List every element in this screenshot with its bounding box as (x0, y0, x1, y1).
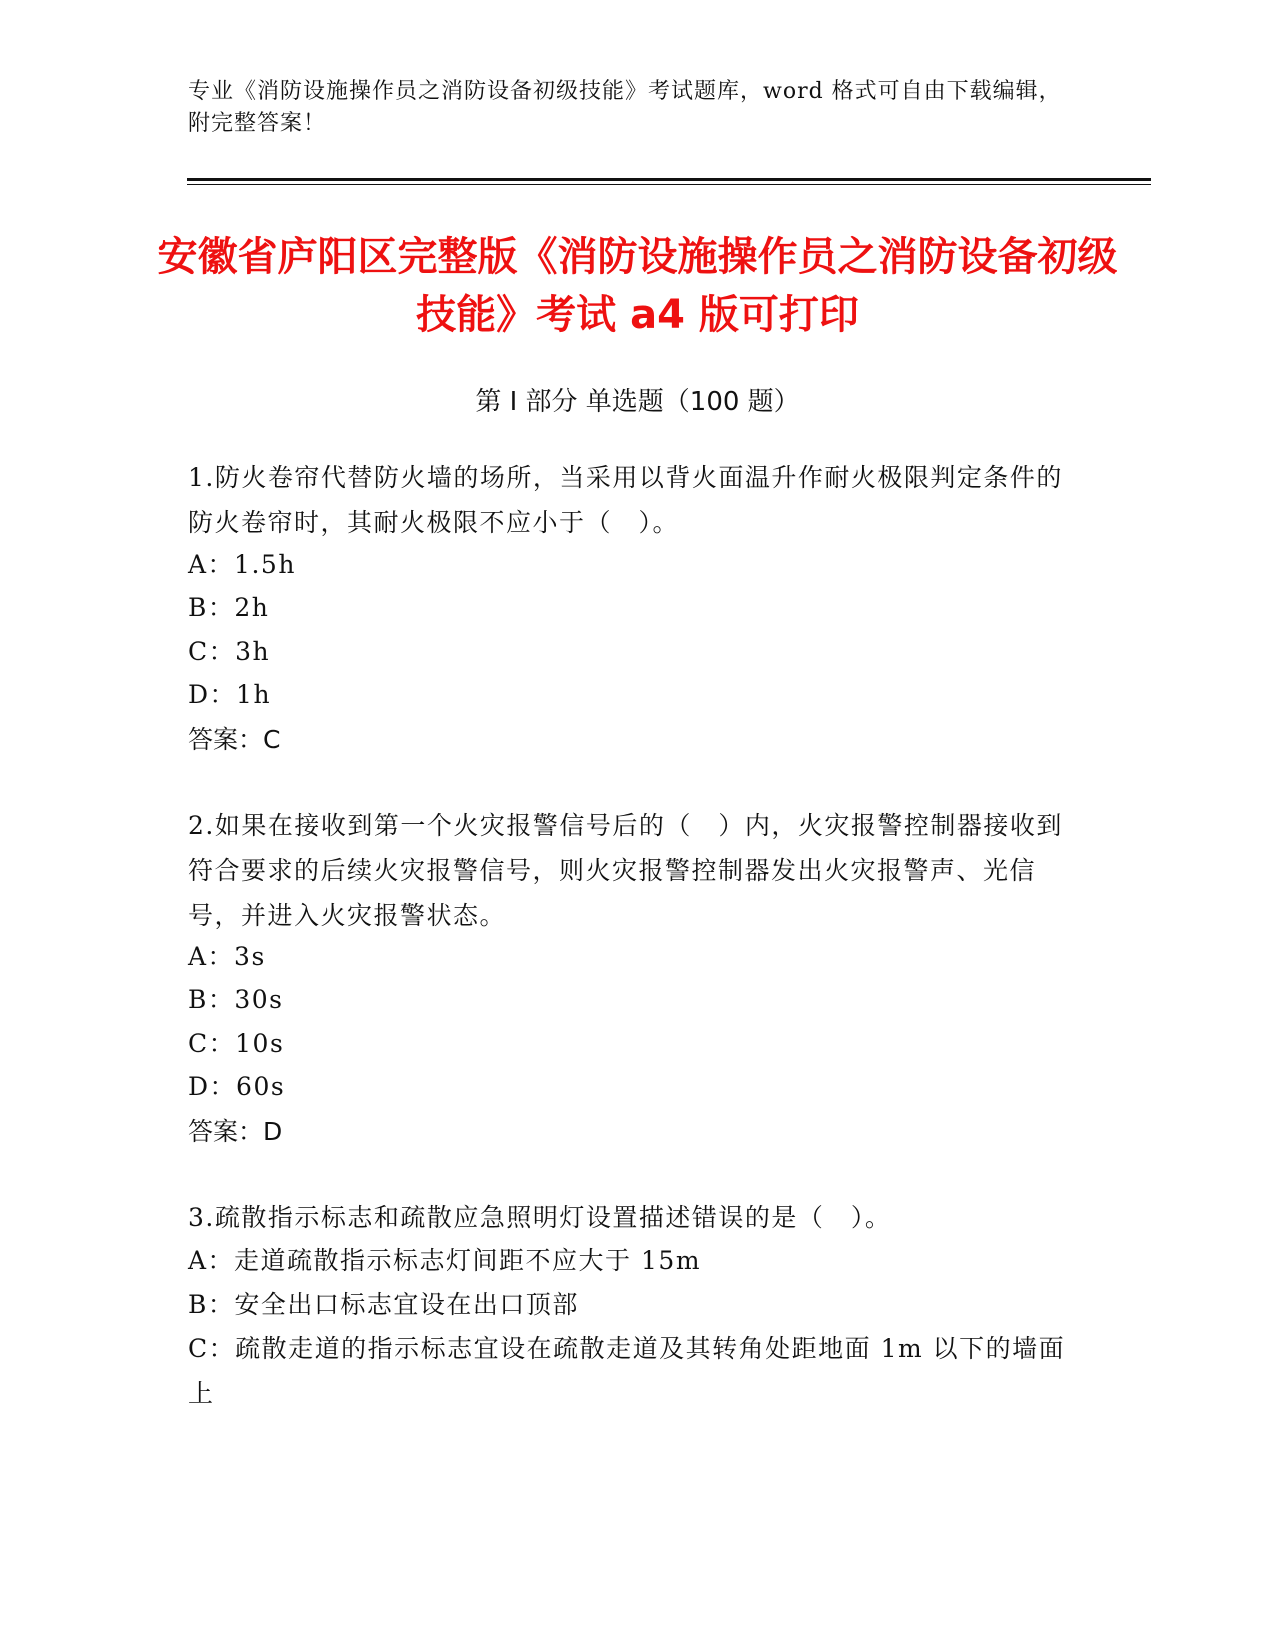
question-3-option-b: B：安全出口标志宜设在出口顶部 (188, 1290, 579, 1319)
header-note: 专业《消防设施操作员之消防设备初级技能》考试题库，word 格式可自由下载编辑，附完整答案！ (188, 79, 1062, 136)
question-3-text: 3.疏散指示标志和疏散应急照明灯设置描述错误的是（ ）。 (188, 1203, 892, 1232)
question-3-option-c: C：疏散走道的指示标志宜设在疏散走道及其转角处距地面 1m 以下的墙面上 (188, 1334, 1066, 1408)
question-2-option-c: C：10s (188, 1029, 285, 1058)
question-1-answer: 答案：C (188, 725, 281, 754)
header-rule-thick (187, 178, 1151, 181)
question-1-option-d: D：1h (188, 680, 272, 709)
question-2-option-d: D：60s (188, 1072, 286, 1101)
question-1-option-b: B：2h (188, 593, 270, 622)
question-2-answer: 答案：D (188, 1117, 283, 1146)
document-title: 安徽省庐阳区完整版《消防设施操作员之消防设备初级技能》考试 a4 版可打印 (157, 234, 1118, 338)
question-2-option-a: A：3s (188, 942, 266, 971)
question-2-option-b: B：30s (188, 985, 284, 1014)
question-2-text: 2.如果在接收到第一个火灾报警信号后的（ ）内，火灾报警控制器接收到符合要求的后续火灾报警信号，则火灾报警控制器发出火灾报警声、光信号，并进入火灾报警状态。 (188, 811, 1063, 930)
question-1-option-a: A：1.5h (188, 550, 296, 579)
header-rule-thin (187, 184, 1151, 185)
question-3-option-a: A：走道疏散指示标志灯间距不应大于 15m (188, 1246, 702, 1275)
section-title: 第 I 部分 单选题（100 题） (475, 387, 800, 417)
question-1-option-c: C：3h (188, 637, 271, 666)
question-1-text: 1.防火卷帘代替防火墙的场所，当采用以背火面温升作耐火极限判定条件的防火卷帘时，其耐火极限不应小于（ ）。 (188, 463, 1063, 537)
